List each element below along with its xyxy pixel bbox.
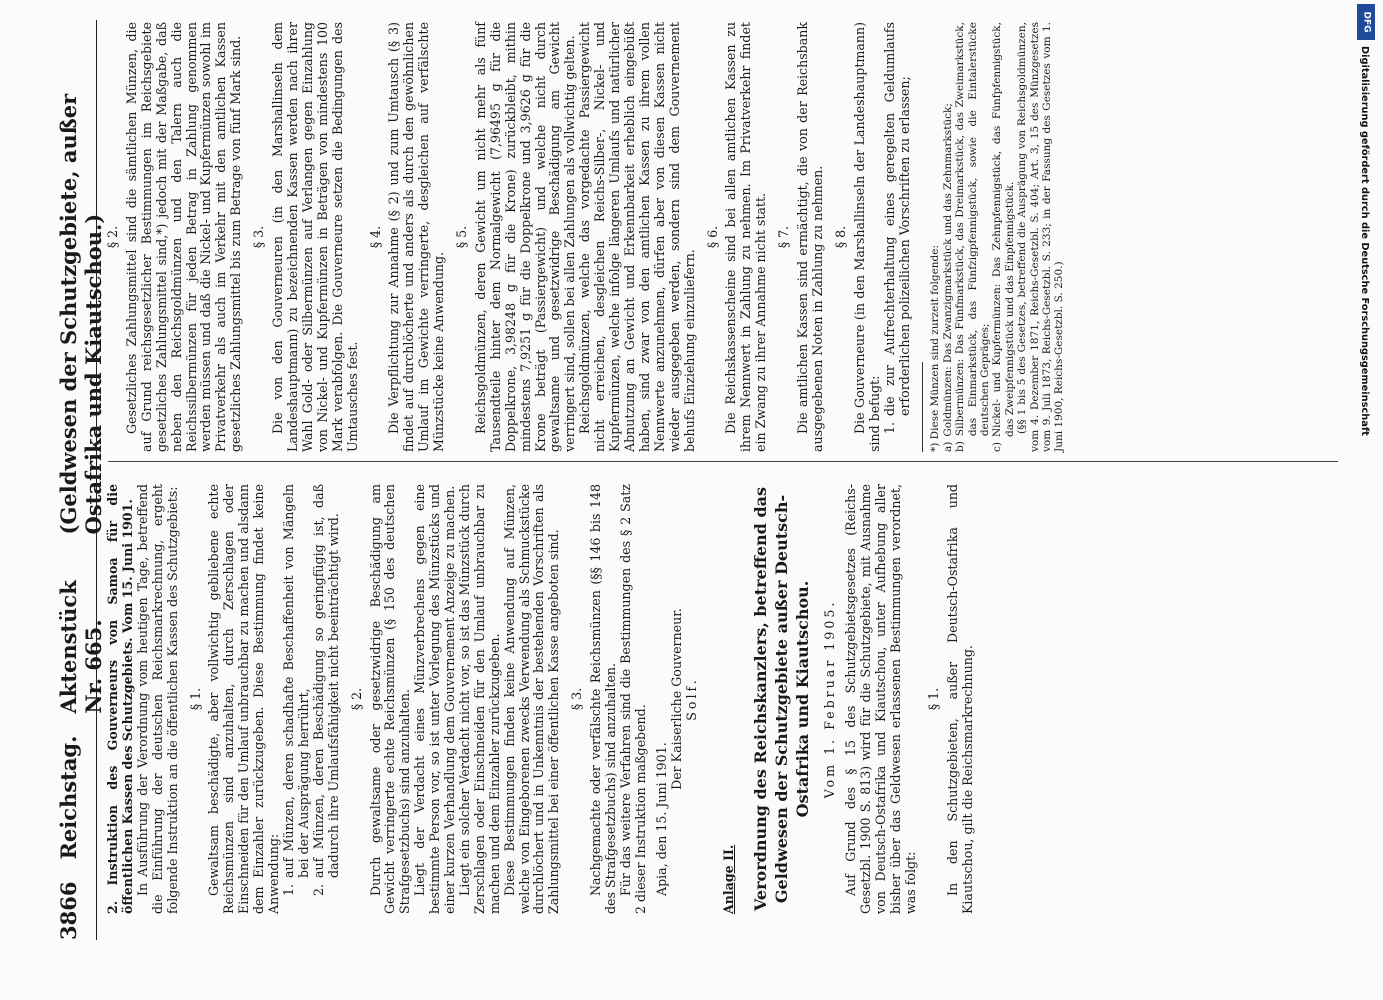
list-num: 1. bbox=[280, 883, 296, 896]
section-label: § 3. bbox=[569, 687, 585, 711]
item2-heading: 2. Instruktion des Gouverneurs von Samoa für die öffentlichen Kassen des Schutzgebiets. Vom 15. Juni 1901. bbox=[105, 484, 135, 914]
instruction-intro: In Ausführung der Verordnung vom heutigen Tage, betreffend die Einführung der deutschen Reichsmarkrechnung, ergeht folgende Instruktion an die öffentlichen Kassen des Schutzgebiets: bbox=[134, 484, 180, 914]
section-text: Nachgemachte oder verfälschte Reichsmünzen (§§ 146 bis 148 des Strafgesetzbuchs) sind anzuhalten. bbox=[588, 484, 619, 914]
column-rule bbox=[108, 461, 1338, 462]
footnote-num: b) bbox=[954, 441, 967, 452]
section-list bbox=[883, 22, 913, 452]
section-label: § 8. bbox=[832, 225, 848, 249]
section-text: Reichsgoldmünzen, deren Gewicht um nicht mehr als fünf Tausendteile hinter dem Normalgewicht (7,96495 g für die Doppelkrone, 3,98248 g für die Krone) zurückbleibt, mithin mindestens 7,9251 g für die Doppelkrone und 3,9626 g für die Krone beträgt (Passiergewicht) und welche nicht durch gewaltsame und gesetzwidrige Beschädigung am Gewicht verringert sind, sollen bei allen Zahlungen als vollwichtig gelten. bbox=[472, 22, 578, 452]
list-num: 2. bbox=[310, 883, 326, 896]
place-date: Apia, den 15. Juni 1901. bbox=[653, 742, 669, 896]
section-text: Gewaltsam beschädigte, aber vollwichtig gebliebene echte Reichsmünzen sind anzuhalten, durch Zerschlagen oder Einschneiden für den Umlauf unbrauchbar zu machen und alsdann dem Einzahler zurückzugeben. Diese Bestimmung findet keine Anwendung: bbox=[206, 484, 282, 914]
list-text: auf Münzen, deren Beschädigung so geringfügig ist, daß dadurch ihre Umlaufsfähigkeit nicht beeinträchtigt wird. bbox=[310, 484, 341, 878]
footnote-intro: *) Diese Münzen sind zurzeit folgende: bbox=[929, 244, 942, 452]
section-label: § 6. bbox=[704, 225, 720, 249]
right-column bbox=[106, 22, 1066, 452]
section-text: Diese Bestimmungen finden keine Anwendung auf Münzen, welche von Eingeborenen zwecks Verwendung als Schmuckstücke durchlöchert und in Unkenntnis der bestehenden Vorschriften als Zahlungsmittel bei einer öffentlichen Kasse angeboten sind. bbox=[501, 484, 562, 914]
section-text: Durch gewaltsame oder gesetzwidrige Beschädigung am Gewicht verringerte echte Reichsmünzen (§ 150 des deutschen Strafgesetzbuchs) sind anzuhalten. bbox=[367, 484, 413, 914]
page-number: 3866 bbox=[56, 881, 81, 940]
section-list bbox=[282, 484, 342, 914]
section-text: Die Gouverneure (in den Marshallinseln der Landeshauptmann) sind befugt: bbox=[851, 22, 882, 452]
header-title: (Geldwesen der Schutzgebiete, außer Ostafrika und Kiautschou.) bbox=[56, 93, 106, 535]
footnote-rule bbox=[922, 362, 923, 452]
dfg-logo-text: DFG bbox=[1361, 11, 1372, 33]
footnote-refs: (§§ 1 bis 5 des Gesetzes, betreffend die Ausprägung von Reichsgoldmünzen, vom 4. Dezember 1871, Reichs-Gesetzbl. S. 404; Art. 3, 15 des Münzgesetzes vom 9. Juli 1873, Reichs-Gesetzbl. S. 233; in der Fassung des Gesetzes vom 1. Juni 1900, Reichs-Gesetzbl. S. 250.) bbox=[1016, 22, 1066, 452]
page-header bbox=[56, 20, 106, 940]
section-text: Liegt ein solcher Verdacht nicht vor, so ist das Münzstück durch Zerschlagen oder Einschneiden für den Umlauf unbrauchbar zu machen und dem Einzahler zurückzugeben. bbox=[456, 484, 502, 914]
ordinance-title: Verordnung des Reichskanzlers, betreffend das Geldwesen der Schutzgebiete außer Deutsch-Ostafrika und Kiautschou. bbox=[751, 486, 813, 912]
footnote-text: Nickel- und Kupfermünzen: Das Zehnpfennigstück, das Fünfpfennigstück, das Zweipfennigstück und das Einpfennigstück. bbox=[991, 22, 1016, 438]
section-text: Liegt der Verdacht eines Münzverbrechens gegen eine bestimmte Person vor, so ist unter Vorlegung des Münzstücks und einer kurzen Verhandlung dem Gouvernement Anzeige zu machen. bbox=[412, 484, 458, 914]
list-num: 1. bbox=[881, 421, 897, 434]
ordinance-intro: Auf Grund des § 15 des Schutzgebietsgesetzes (Reichs-Gesetzbl. 1900 S. 813) wird für die Schutzgebiete, mit Ausnahme von Deutsch-Ostafrika und Kiautschou, unter Aufhebung aller bisher über das Geldwesen erlassenen Bestimmungen verordnet, was folgt: bbox=[843, 484, 918, 914]
header-source: Reichstag. bbox=[56, 735, 81, 860]
ordinance-date: Vom 1. Februar 1905. bbox=[822, 599, 838, 799]
section-label: § 2. bbox=[348, 687, 364, 711]
section-text: Gesetzliches Zahlungsmittel sind die sämtlichen Münzen, die auf Grund reichsgesetzlicher Bestimmungen im Reichsgebiete gesetzliches Zahlungsmittel sind,*) jedoch mit der Maßgabe, daß neben den Reichsgoldmünzen und den Talern auch die Reichssilbermünzen für jeden Betrag in Zahlung genommen werden müssen und daß die Nickel- und Kupfermünzen sowohl im Privatverkehr als auch im Verkehr mit den amtlichen Kassen gesetzliches Zahlungsmittel bis zum Betrage von fünf Mark sind. bbox=[123, 22, 244, 452]
section-text: Für das weitere Verfahren sind die Bestimmungen des § 2 Satz 2 dieser Instruktion maßgebend. bbox=[618, 484, 648, 914]
section-text: Die Verpflichtung zur Annahme (§ 2) und zum Umtausch (§ 3) findet auf durchlöcherte und anders als durch den gewöhnlichen Umlauf im Gewichte verringerte, desgleichen auf verfälschte Münzstücke keine Anwendung. bbox=[386, 22, 447, 452]
left-column bbox=[106, 484, 976, 914]
signer-title: Der Kaiserliche Gouverneur. bbox=[668, 608, 684, 790]
section-text: Die amtlichen Kassen sind ermächtigt, die von der Reichsbank ausgegebenen Noten in Zahlung zu nehmen. bbox=[795, 22, 825, 452]
list-item bbox=[282, 484, 312, 896]
section-label: § 4. bbox=[367, 225, 383, 249]
digitization-note: Digitalisierung gefördert durch die Deutsche Forschungsgemeinschaft bbox=[1359, 46, 1370, 436]
section-text: Reichsgoldmünzen, welche das vorgedachte Passiergewicht nicht erreichen, desgleichen Reichs-Silber-, Nickel- und Kupfermünzen, welche infolge längeren Umlaufs und natürlicher Abnutzung an Gewicht und Erkennbarkeit erheblich eingebüßt haben, sind zwar von den amtlichen Kassen zu ihrem vollen Nennwerte anzunehmen, dürfen aber von diesen Kassen nicht wieder ausgegeben werden, sondern sind dem Gouvernement behufs Einziehung einzuliefern. bbox=[577, 22, 697, 452]
list-item bbox=[883, 22, 913, 434]
footnote-item bbox=[942, 22, 954, 452]
list-text: die zur Aufrechterhaltung eines geregelten Geldumlaufs erforderlichen polizeilichen Vorschriften zu erlassen; bbox=[881, 22, 912, 416]
section-label: § 1. bbox=[187, 687, 203, 711]
digitization-stamp bbox=[1355, 4, 1377, 804]
section-label: § 3. bbox=[251, 225, 267, 249]
footnote-num: c) bbox=[991, 442, 1004, 452]
section-text: Die von den Gouverneuren (in den Marshallinseln dem Landeshauptmann) zu bezeichnenden Kassen werden nach ihrer Wahl Gold- oder Silbermünzen auf Verlangen gegen Einzahlung von Nickel- und Kupfermünzen in Beträgen von mindestens 100 Mark verabfolgen. Die Gouverneure setzen die Bedingungen des Umtausches fest. bbox=[270, 22, 360, 452]
footnote-item bbox=[991, 22, 1016, 452]
dfg-logo-icon bbox=[1357, 4, 1375, 40]
list-item bbox=[312, 484, 342, 896]
footnote-text: Goldmünzen: Das Zwanzigmarkstück und das Zehnmarkstück; bbox=[941, 103, 954, 437]
anlage-label: Anlage II. bbox=[720, 844, 736, 914]
footnote-text: Silbermünzen: Das Fünfmarkstück, das Dreimarkstück, das Zweimarkstück, das Einmarkstück, das Fünfzigpfennigstück, sowie die Eintalerstücke deutschen Gepräges; bbox=[954, 22, 992, 437]
footnote-item bbox=[954, 22, 991, 452]
section-label: § 5. bbox=[454, 225, 470, 249]
signer-name: Solf. bbox=[683, 677, 699, 721]
footnote bbox=[929, 22, 1065, 452]
list-text: auf Münzen, deren schadhafte Beschaffenheit von Mängeln bei der Ausprägung herrührt, bbox=[280, 484, 311, 878]
section-label: § 2. bbox=[105, 225, 120, 249]
section-text: Die Reichskassenscheine sind bei allen amtlichen Kassen zu ihrem Nennwert in Zahlung zu nehmen. Im Privatverkehr findet ein Zwang zu ihrer Annahme nicht statt. bbox=[723, 22, 769, 452]
section-label: § 7. bbox=[776, 225, 792, 249]
header-document-ref: Aktenstück Nr. 665. bbox=[56, 580, 106, 714]
footnote-num: a) bbox=[941, 441, 954, 452]
header-rule bbox=[96, 20, 97, 940]
section-text: In den Schutzgebieten, außer Deutsch-Ostafrika und Kiautschou, gilt die Reichsmarkrechnung. bbox=[944, 484, 975, 914]
section-label: § 1. bbox=[925, 687, 941, 711]
